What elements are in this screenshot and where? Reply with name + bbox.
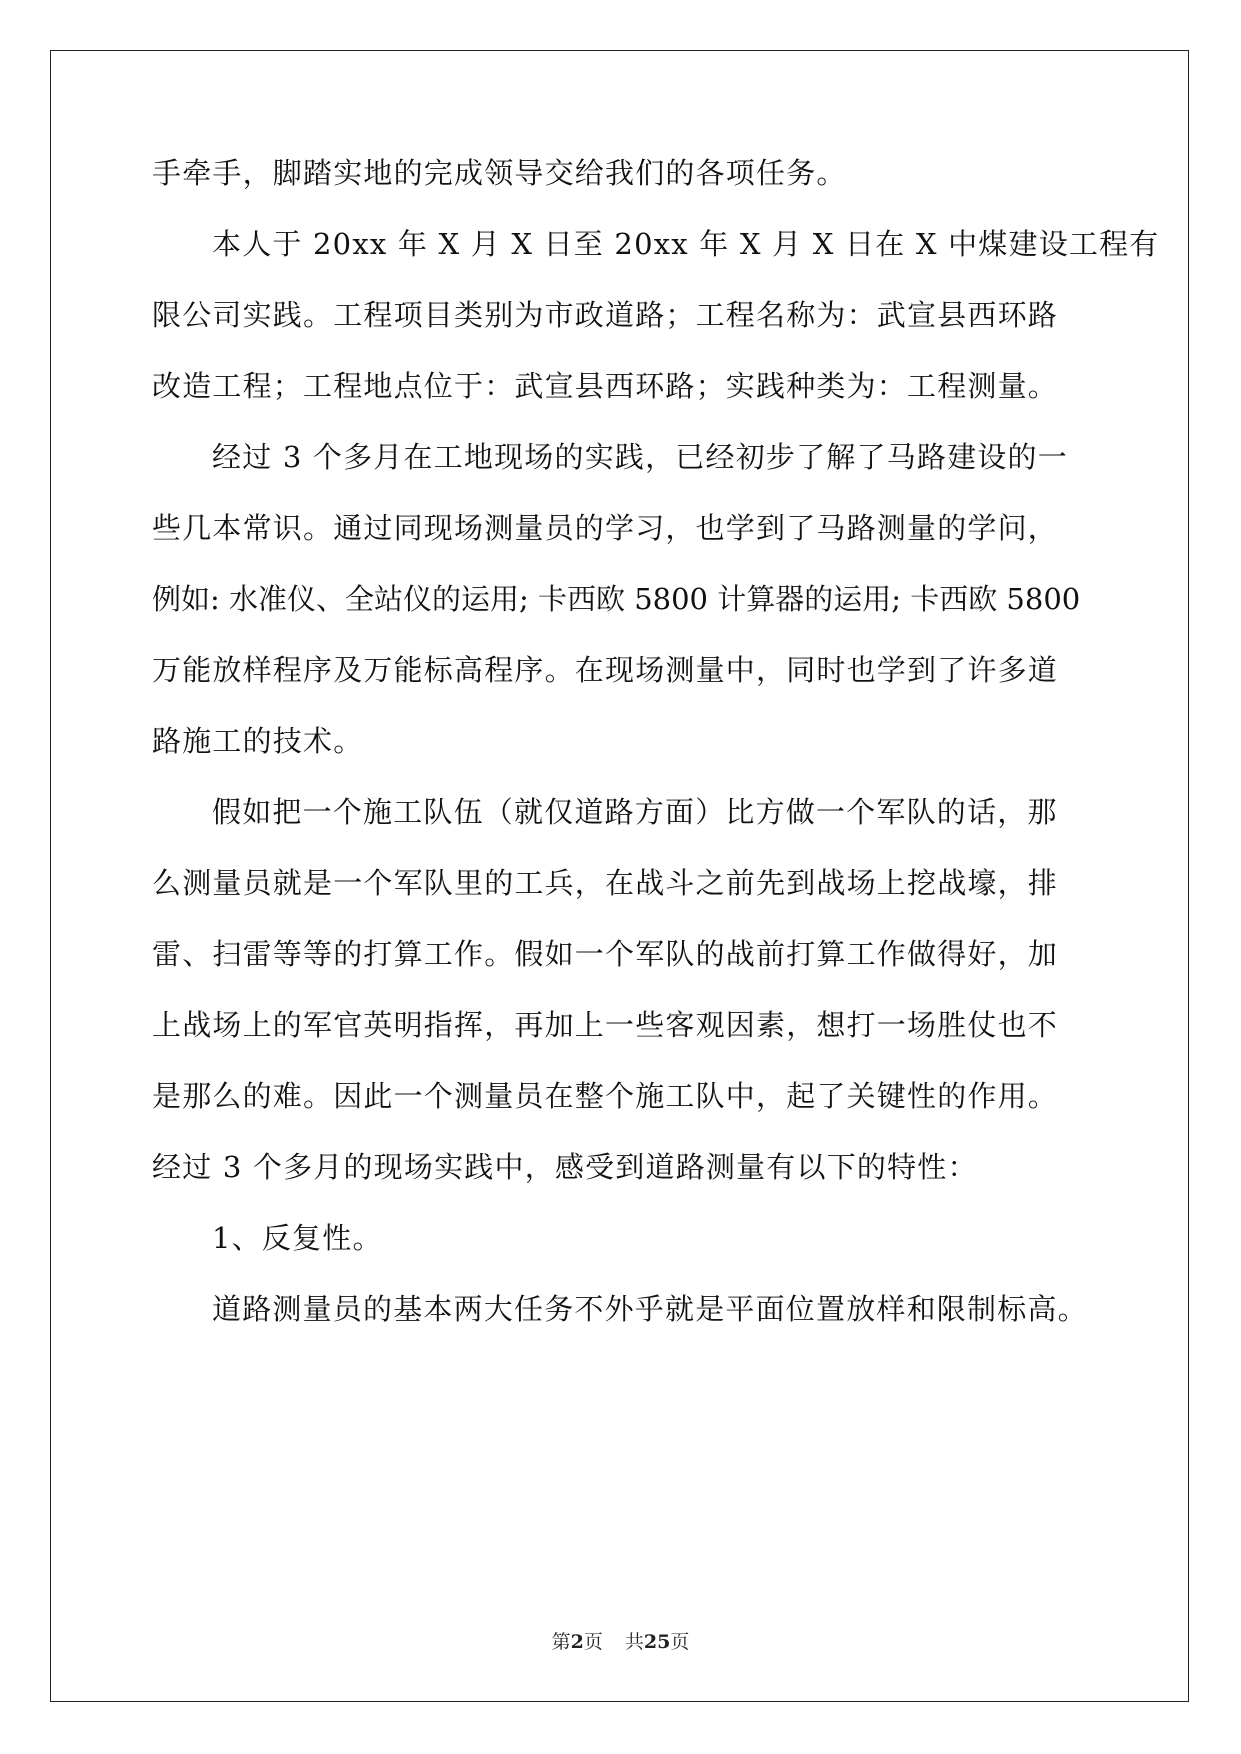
text-line-8: 万能放样程序及万能标高程序。在现场测量中，同时也学到了许多道: [152, 653, 1059, 687]
total-page-count: 25: [643, 1631, 671, 1653]
text-line-11: 么测量员就是一个军队里的工兵，在战斗之前先到战场上挖战壕，排: [152, 866, 1059, 900]
current-page-number: 2: [570, 1631, 584, 1653]
text-line-10: 假如把一个施工队伍（就仅道路方面）比方做一个军队的话，那: [212, 795, 1058, 829]
text-line-17: 道路测量员的基本两大任务不外乎就是平面位置放样和限制标高。: [212, 1292, 1088, 1326]
text-line-6: 些几本常识。通过同现场测量员的学习，也学到了马路测量的学问，: [152, 511, 1059, 545]
text-line-12: 雷、扫雷等等的打算工作。假如一个军队的战前打算工作做得好，加: [152, 937, 1059, 971]
footer-prefix: 第: [551, 1631, 571, 1653]
text-line-7: 例如: 水准仪、全站仪的运用; 卡西欧 5800 计算器的运用; 卡西欧 5800: [152, 582, 1081, 616]
text-line-2: 本人于 20xx 年 X 月 X 日至 20xx 年 X 月 X 日在 X 中煤建设工程有: [212, 227, 1160, 261]
text-line-3: 限公司实践。工程项目类别为市政道路；工程名称为：武宣县西环路: [152, 298, 1059, 332]
text-line-14: 是那么的难。因此一个测量员在整个施工队中，起了关键性的作用。: [152, 1079, 1059, 1113]
text-line-9: 路施工的技术。: [152, 724, 364, 758]
text-line-1: 手牵手，脚踏实地的完成领导交给我们的各项任务。: [152, 156, 847, 190]
text-line-5: 经过 3 个多月在工地现场的实践，已经初步了解了马路建设的一: [212, 440, 1068, 474]
footer-page-suffix: 页: [583, 1631, 603, 1653]
footer-total-suffix: 页: [670, 1631, 690, 1653]
page-footer: [0, 1630, 1241, 1654]
footer-total-prefix: 共: [624, 1631, 644, 1653]
text-line-13: 上战场上的军官英明指挥，再加上一些客观因素，想打一场胜仗也不: [152, 1008, 1059, 1042]
text-line-16: 1、反复性。: [212, 1221, 383, 1255]
text-line-15: 经过 3 个多月的现场实践中，感受到道路测量有以下的特性：: [152, 1150, 978, 1184]
text-line-4: 改造工程；工程地点位于：武宣县西环路；实践种类为：工程测量。: [152, 369, 1059, 403]
